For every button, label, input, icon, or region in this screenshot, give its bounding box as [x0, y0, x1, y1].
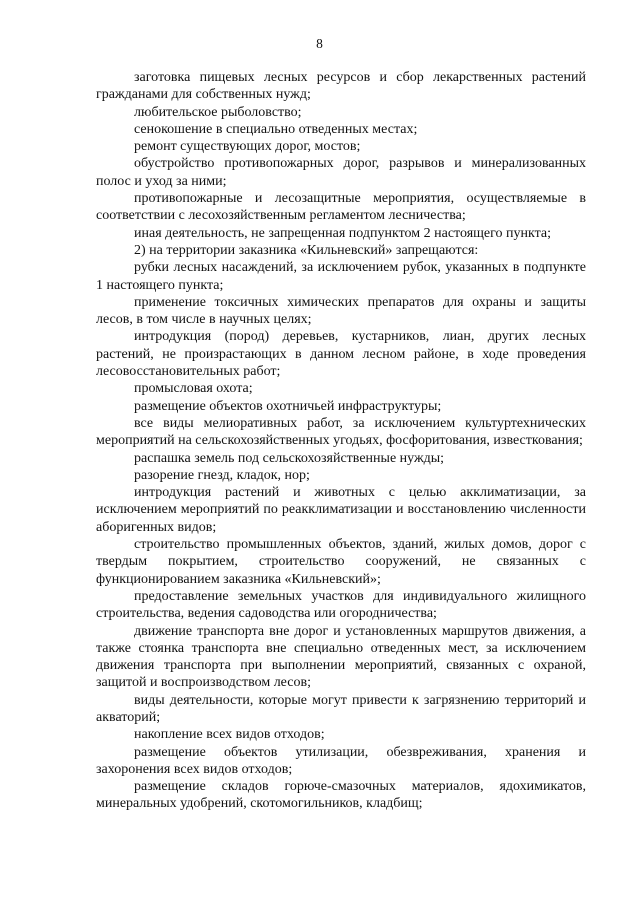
paragraph: виды деятельности, которые могут привести к загрязнению территорий и акваторий;: [96, 692, 586, 725]
paragraph: распашка земель под сельскохозяйственные нужды;: [134, 450, 445, 466]
paragraph: все виды мелиоративных работ, за исключением культуртехнических мероприятий на сельскохозяйственных угодьях, фосфоритования, известкования;: [96, 415, 586, 449]
section-heading-paragraph: 2) на территории заказника «Кильневский» запрещаются:: [134, 242, 479, 258]
paragraph: любительское рыболовство;: [134, 104, 302, 120]
paragraph: интродукция растений и животных с целью акклиматизации, за исключением мероприятий по реакклиматизации и восстановлению численности аборигенных видов;: [96, 485, 586, 535]
paragraph: движение транспорта вне дорог и установленных маршрутов движения, а также стоянка транспорта вне специально отведенных мест, за исключением движения транспорта при выполнении мероприятий, связанных с охраной, защитой и воспроизводством лесов;: [96, 623, 586, 691]
page-number: 8: [316, 36, 323, 51]
paragraph: размещение складов горюче-смазочных материалов, ядохимикатов, минеральных удобрений, скотомогильников, кладбищ;: [96, 779, 586, 812]
paragraph: разорение гнезд, кладок, нор;: [134, 467, 310, 483]
paragraph: предоставление земельных участков для индивидуального жилищного строительства, ведения садоводства или огородничества;: [96, 588, 586, 622]
paragraph: размещение объектов охотничьей инфраструктуры;: [134, 398, 442, 414]
paragraph: промысловая охота;: [134, 381, 253, 397]
paragraph: противопожарные и лесозащитные мероприятия, осуществляемые в соответствии с лесохозяйственным регламентом лесничества;: [96, 191, 586, 224]
paragraph: интродукция (пород) деревьев, кустарников, лиан, других лесных растений, не произрастающих в данном лесном районе, в ходе проведения лесовосстановительных работ;: [96, 329, 586, 380]
paragraph: ремонт существующих дорог, мостов;: [134, 139, 361, 155]
paragraph: сенокошение в специально отведенных местах;: [134, 121, 418, 137]
paragraph: накопление всех видов отходов;: [134, 727, 325, 743]
paragraph: строительство промышленных объектов, зданий, жилых домов, дорог с твердым покрытием, строительство сооружений, не связанных с функционированием заказника «Кильневский»;: [96, 537, 586, 587]
document-body: [96, 69, 586, 813]
paragraph: иная деятельность, не запрещенная подпунктом 2 настоящего пункта;: [134, 225, 552, 241]
paragraph: обустройство противопожарных дорог, разрывов и минерализованных полос и уход за ними;: [96, 156, 586, 189]
paragraph: применение токсичных химических препаратов для охраны и защиты лесов, в том числе в научных целях;: [96, 294, 586, 328]
paragraph: рубки лесных насаждений, за исключением рубок, указанных в подпункте 1 настоящего пункта;: [96, 260, 586, 293]
paragraph: размещение объектов утилизации, обезвреживания, хранения и захоронения всех видов отходов;: [96, 744, 586, 777]
paragraph: заготовка пищевых лесных ресурсов и сбор лекарственных растений гражданами для собственных нужд;: [96, 70, 586, 103]
